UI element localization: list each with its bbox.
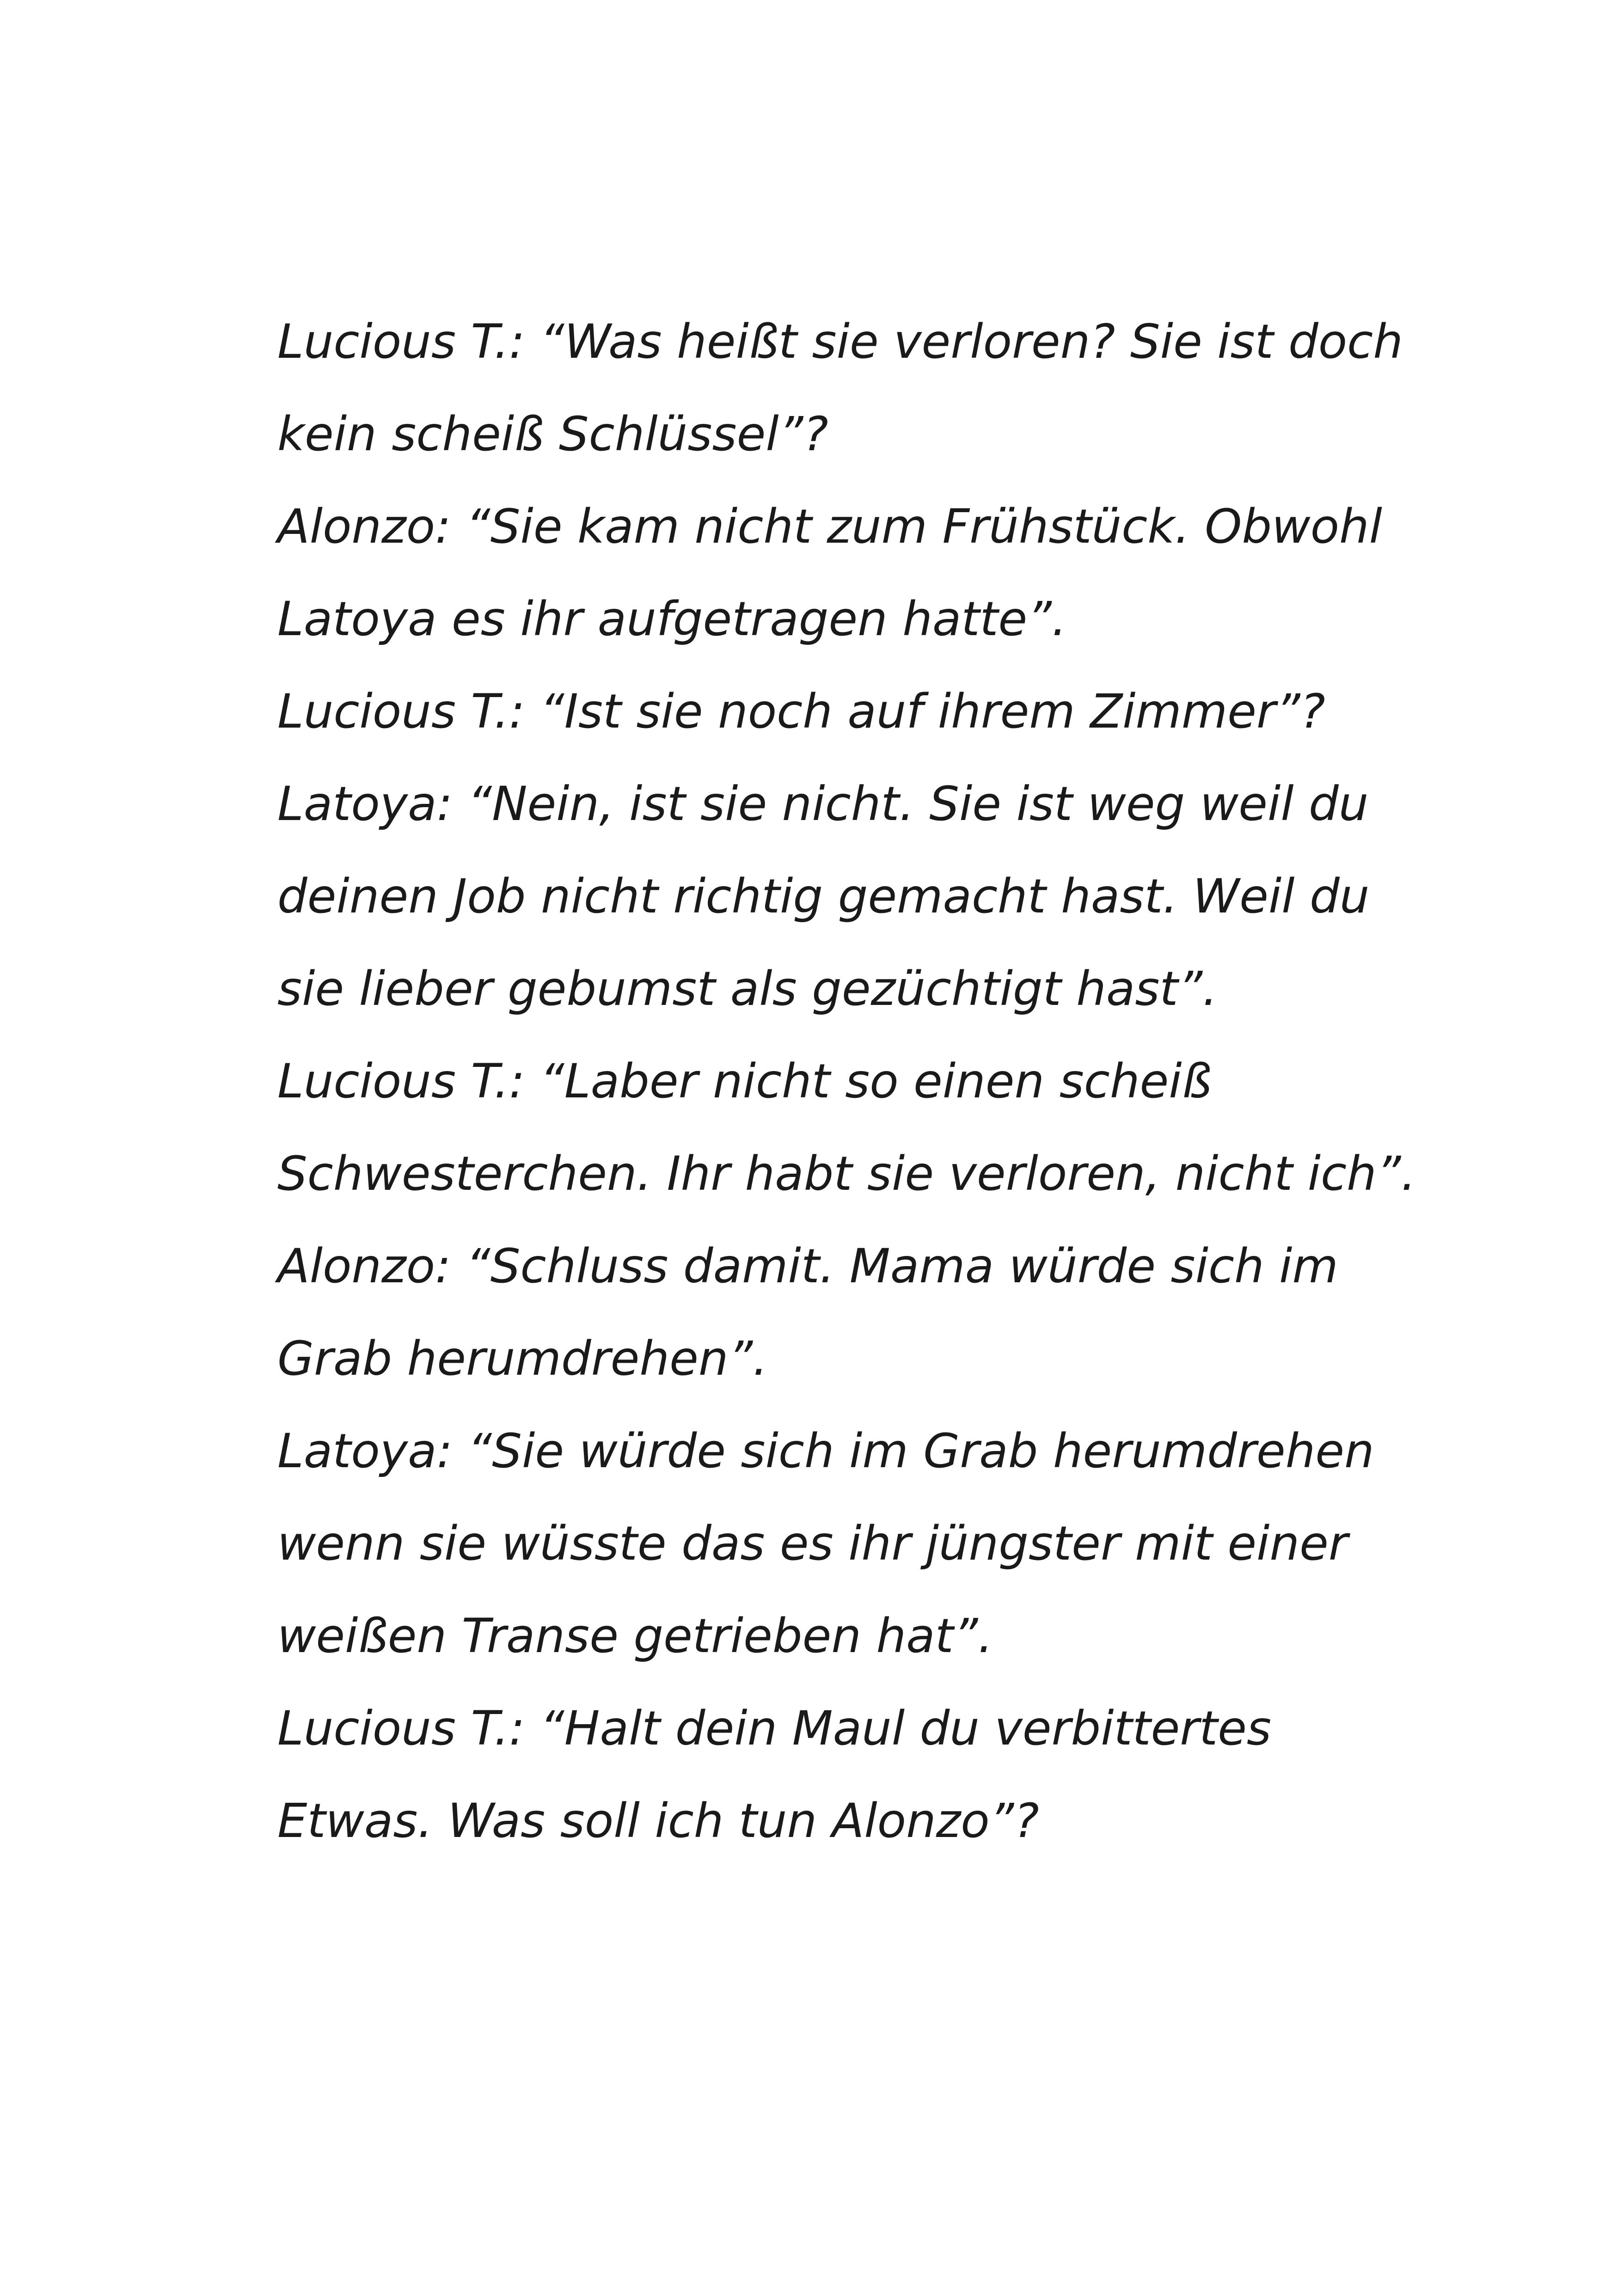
text-line: Latoya: “Nein, ist sie nicht. Sie ist weg weil du <box>277 777 1369 832</box>
text-line: Latoya: “Sie würde sich im Grab herumdrehen <box>277 1424 1374 1479</box>
text-line: Lucious T.: “Was heißt sie verloren? Sie ist doch <box>277 314 1403 369</box>
text-line: Schwesterchen. Ihr habt sie verloren, nicht ich”. <box>277 1146 1416 1201</box>
text-line: wenn sie wüsste das es ihr jüngster mit einer <box>277 1516 1348 1571</box>
text-line: deinen Job nicht richtig gemacht hast. Weil du <box>277 869 1370 924</box>
text-line: sie lieber gebumst als gezüchtigt hast”. <box>277 961 1218 1016</box>
text-line: Grab herumdrehen”. <box>277 1331 768 1386</box>
dialogue-text <box>277 296 1416 1867</box>
text-line: kein scheiß Schlüssel”? <box>277 407 828 462</box>
text-line: Lucious T.: “Halt dein Maul du verbittertes <box>277 1701 1272 1756</box>
text-line: Etwas. Was soll ich tun Alonzo”? <box>277 1794 1039 1849</box>
text-line: weißen Transe getrieben hat”. <box>277 1609 993 1664</box>
text-line: Alonzo: “Sie kam nicht zum Frühstück. Obwohl <box>277 499 1382 554</box>
text-line: Lucious T.: “Laber nicht so einen scheiß <box>277 1054 1212 1109</box>
text-line: Alonzo: “Schluss damit. Mama würde sich im <box>277 1239 1338 1294</box>
text-line: Latoya es ihr aufgetragen hatte”. <box>277 592 1067 647</box>
text-line: Lucious T.: “Ist sie noch auf ihrem Zimmer”? <box>277 684 1325 739</box>
